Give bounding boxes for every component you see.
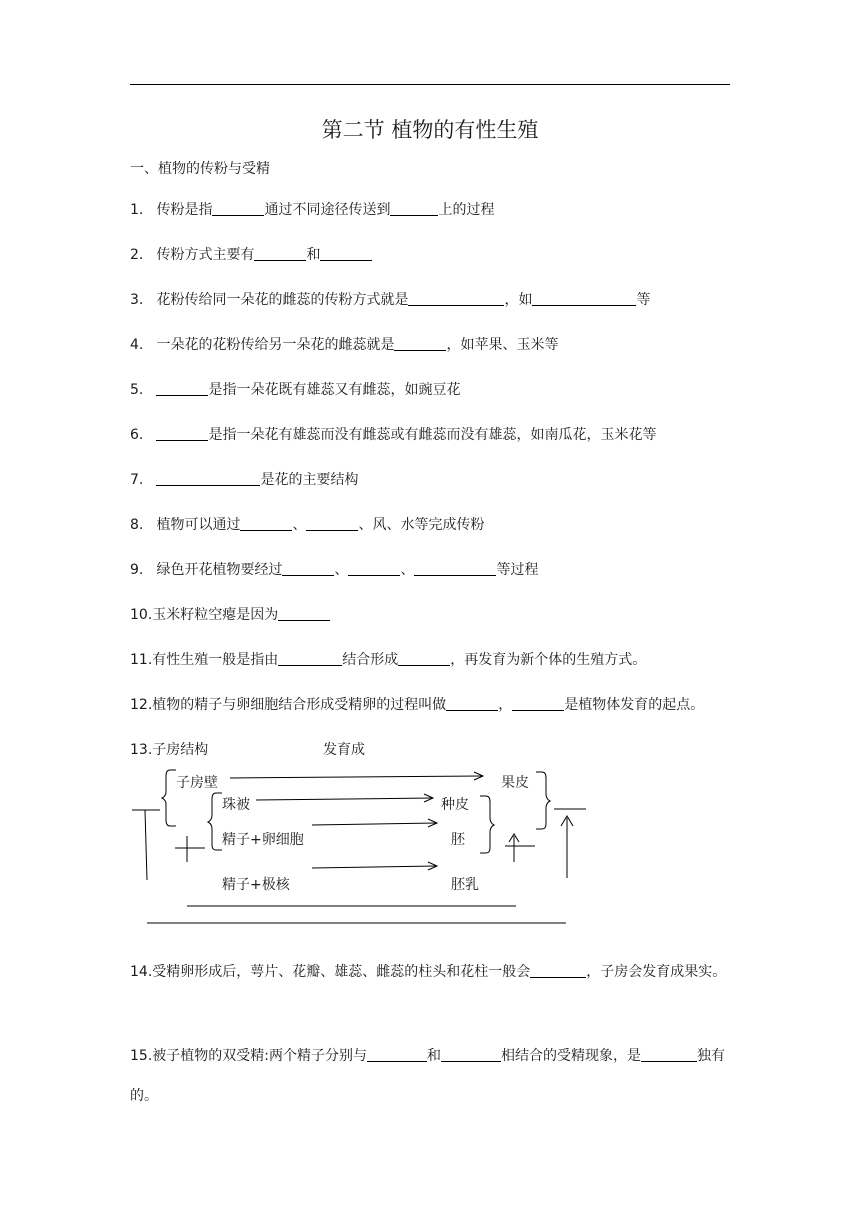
question-8: [130, 514, 484, 534]
answer-blank[interactable]: [212, 201, 264, 216]
question-text: 相结合的受精现象，是: [500, 1048, 641, 1064]
question-text: ，: [498, 697, 513, 713]
arrowhead: [509, 834, 519, 842]
answer-blank[interactable]: [306, 516, 358, 531]
question-2: [130, 244, 372, 264]
question-text: 传粉是指: [156, 202, 213, 218]
top-rule: [130, 84, 730, 85]
question-text: ，再发育为新个体的生殖方式。: [450, 652, 647, 668]
question-text: 和: [426, 1048, 441, 1064]
answer-blank[interactable]: [390, 201, 438, 216]
question-number: 14.: [130, 964, 153, 980]
ovary-wall-label: 子房壁: [176, 775, 218, 791]
question-number: 12.: [130, 697, 153, 713]
question-7: [130, 469, 358, 489]
question-text: 传粉方式主要有: [156, 247, 255, 263]
question-text: 植物可以通过: [156, 517, 241, 533]
outer-right-brace: [536, 772, 550, 829]
answer-blank[interactable]: [282, 561, 334, 576]
answer-blank[interactable]: [641, 1047, 697, 1062]
answer-blank[interactable]: [512, 696, 564, 711]
question-13: [130, 739, 208, 759]
question-10: [130, 604, 330, 624]
arrowhead: [424, 794, 433, 802]
answer-blank[interactable]: [398, 651, 450, 666]
arrow-sperm-egg: [312, 823, 436, 825]
question-number: 9.: [130, 562, 144, 578]
answer-blank[interactable]: [348, 561, 400, 576]
question-text: 通过不同途径传送到: [264, 202, 391, 218]
seed-coat-label: 种皮: [441, 797, 469, 813]
answer-blank[interactable]: [156, 381, 208, 396]
page-title: 第二节 植物的有性生殖: [321, 118, 539, 142]
question-text: ，子房会发育成果实。: [586, 964, 727, 980]
arrowhead: [428, 862, 437, 870]
question-text: 花粉传给同一朵花的雌蕊的传粉方式就是: [156, 292, 409, 308]
question-text: 上的过程: [438, 202, 495, 218]
question-text: ，如苹果、玉米等: [446, 337, 559, 353]
develops-into-label: 发育成: [323, 742, 365, 758]
question-number: 7.: [130, 472, 144, 488]
question-text: ，如: [504, 292, 533, 308]
answer-blank[interactable]: [408, 291, 504, 306]
question-6: [130, 424, 656, 444]
question-text: 是指一朵花既有雄蕊又有雌蕊，如豌豆花: [208, 382, 461, 398]
question-text: 被子植物的双受精:两个精子分别与: [152, 1048, 367, 1064]
question-text: 绿色开花植物要经过: [156, 562, 283, 578]
question-text: 等: [636, 292, 651, 308]
arrowhead: [428, 819, 437, 827]
sperm-polar-label: 精子+极核: [222, 877, 290, 893]
arrowhead: [474, 772, 483, 780]
question-3: [130, 289, 650, 309]
arrow-ovary-wall: [230, 776, 482, 778]
question-number: 15.: [130, 1048, 153, 1064]
answer-blank[interactable]: [414, 561, 496, 576]
answer-blank[interactable]: [254, 246, 306, 261]
outer-left-brace: [162, 770, 176, 826]
arrow-sperm-polar: [312, 866, 436, 868]
question-1: [130, 199, 494, 219]
question-text: 、: [334, 562, 349, 578]
question-text: 受精卵形成后，萼片、花瓣、雄蕊、雌蕊的柱头和花柱一般会: [152, 964, 531, 980]
answer-blank[interactable]: [320, 246, 372, 261]
question-text: 等过程: [496, 562, 539, 578]
answer-blank[interactable]: [394, 336, 446, 351]
question-number: 6.: [130, 427, 144, 443]
answer-blank[interactable]: [441, 1047, 501, 1062]
question-text: 有性生殖一般是指由: [152, 652, 279, 668]
question-number: 8.: [130, 517, 144, 533]
question-12: [130, 694, 704, 714]
question-text: 一朵花的花粉传给另一朵花的雌蕊就是: [156, 337, 395, 353]
question-text: 、: [400, 562, 415, 578]
pericarp-label: 果皮: [501, 775, 529, 791]
answer-blank[interactable]: [156, 471, 260, 486]
question-text: 是植物体发育的起点。: [564, 697, 705, 713]
question-text: 玉米籽粒空瘪是因为: [152, 607, 279, 623]
arrow-integument: [256, 798, 432, 800]
question-number: 11.: [130, 652, 153, 668]
question-text: 子房结构: [152, 742, 209, 758]
question-number: 2.: [130, 247, 144, 263]
question-text: 、: [292, 517, 307, 533]
question-number: 4.: [130, 337, 144, 353]
inner-right-brace: [480, 796, 494, 853]
question-number: 1.: [130, 202, 144, 218]
inner-left-brace: [208, 793, 222, 850]
question-4: [130, 334, 558, 354]
answer-blank[interactable]: [367, 1047, 427, 1062]
question-11: [130, 649, 646, 669]
section-heading: 一、植物的传粉与受精: [130, 161, 270, 177]
question-5: [130, 379, 460, 399]
answer-blank[interactable]: [240, 516, 292, 531]
question-number: 5.: [130, 382, 144, 398]
question-number: 3.: [130, 292, 144, 308]
question-text: 是花的主要结构: [260, 472, 359, 488]
answer-blank[interactable]: [530, 963, 586, 978]
endosperm-label: 胚乳: [451, 877, 479, 893]
question-text: 是指一朵花有雄蕊而没有雌蕊或有雌蕊而没有雄蕊，如南瓜花，玉米花等: [208, 427, 657, 443]
arrowhead: [561, 816, 573, 826]
answer-blank[interactable]: [278, 606, 330, 621]
answer-blank[interactable]: [156, 426, 208, 441]
question-15: [130, 1036, 730, 1116]
embryo-label: 胚: [451, 832, 465, 848]
answer-blank[interactable]: [532, 291, 636, 306]
question-14: [130, 952, 730, 992]
question-text: 植物的精子与卵细胞结合形成受精卵的过程叫做: [152, 697, 447, 713]
question-text: 、风、水等完成传粉: [358, 517, 485, 533]
sperm-egg-label: 精子+卵细胞: [222, 832, 304, 848]
question-text: 独有的。: [130, 1048, 725, 1104]
question-number: 13.: [130, 742, 153, 758]
question-9: [130, 559, 538, 579]
answer-blank[interactable]: [278, 651, 342, 666]
integument-label: 珠被: [222, 797, 250, 813]
left-vertical-line: [145, 810, 147, 880]
answer-blank[interactable]: [446, 696, 498, 711]
question-text: 和: [306, 247, 321, 263]
question-number: 10.: [130, 607, 153, 623]
question-text: 结合形成: [342, 652, 399, 668]
